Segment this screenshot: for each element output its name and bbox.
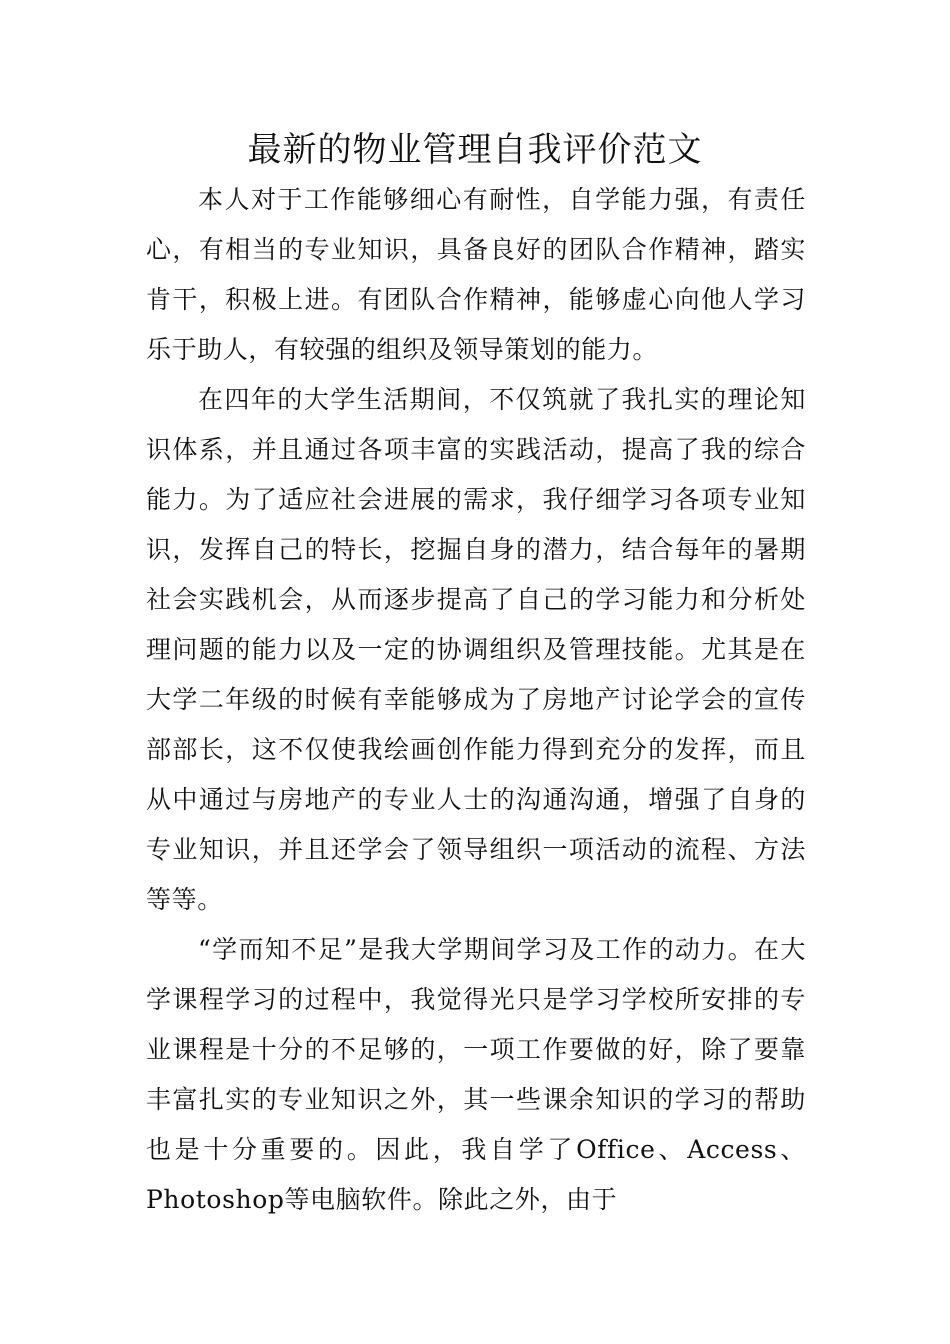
document-body xyxy=(146,175,806,1225)
document-title: 最新的物业管理自我评价范文 xyxy=(247,130,703,170)
paragraph-2: 在四年的大学生活期间，不仅筑就了我扎实的理论知识体系，并且通过各项丰富的实践活动，提高了我的综合能力。为了适应社会进展的需求，我仔细学习各项专业知识，发挥自己的特长，挖掘自身的潜力，结合每年的暑期社会实践机会，从而逐步提高了自己的学习能力和分析处理问题的能力以及一定的协调组织及管理技能。尤其是在大学二年级的时候有幸能够成为了房地产讨论学会的宣传部部长，这不仅使我绘画创作能力得到充分的发挥，而且从中通过与房地产的专业人士的沟通沟通，增强了自身的专业知识，并且还学会了领导组织一项活动的流程、方法等等。 xyxy=(146,385,806,914)
paragraph-1: 本人对于工作能够细心有耐性，自学能力强，有责任心，有相当的专业知识，具备良好的团队合作精神，踏实肯干，积极上进。有团队合作精神，能够虚心向他人学习乐于助人，有较强的组织及领导策划的能力。 xyxy=(146,185,806,364)
paragraph-3: “学而知不足”是我大学期间学习及工作的动力。在大学课程学习的过程中，我觉得光只是学习学校所安排的专业课程是十分的不足够的，一项工作要做的好，除了要靠丰富扎实的专业知识之外，其一些课余知识的学习的帮助也是十分重要的。因此，我自学了Office、Access、Photoshop等电脑软件。除此之外，由于 xyxy=(146,935,806,1214)
